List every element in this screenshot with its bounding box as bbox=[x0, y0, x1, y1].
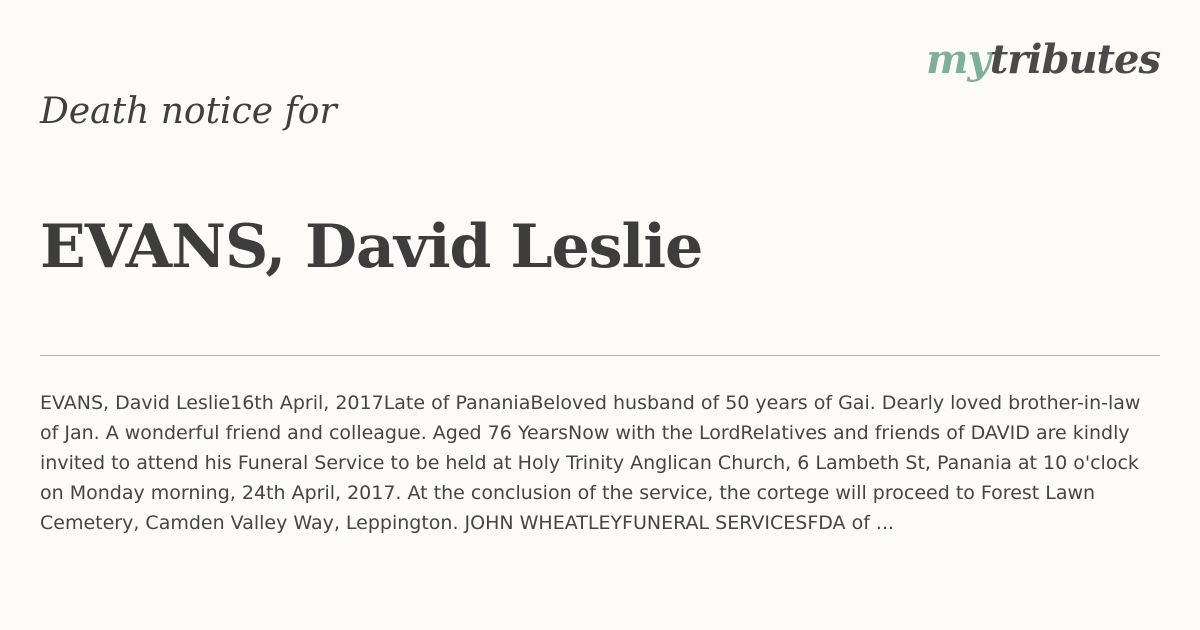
notice-subtitle: Death notice for bbox=[40, 91, 337, 132]
logo-tributes-text: tributes bbox=[989, 36, 1160, 83]
deceased-name: EVANS, David Leslie bbox=[40, 212, 703, 282]
notice-body-text: EVANS, David Leslie16th April, 2017Late of PananiaBeloved husband of 50 years of Gai. Dearly loved brother-in-law of Jan. A wonderful friend and colleague. Aged 76 YearsNow with the LordRelatives and friends of DAVID are kindly invited to attend his Funeral Service to be held at Holy Trinity Anglican Church, 6 Lambeth St, Panania at 10 o'clock on Monday morning, 24th April, 2017. At the conclusion of the service, the cortege will proceed to Forest Lawn Cemetery, Camden Valley Way, Leppington. JOHN WHEATLEYFUNERAL SERVICESFDA of ... bbox=[40, 392, 1141, 534]
logo-my-text: my bbox=[926, 36, 990, 83]
section-divider bbox=[40, 355, 1160, 356]
mytributes-logo[interactable] bbox=[926, 36, 1160, 84]
